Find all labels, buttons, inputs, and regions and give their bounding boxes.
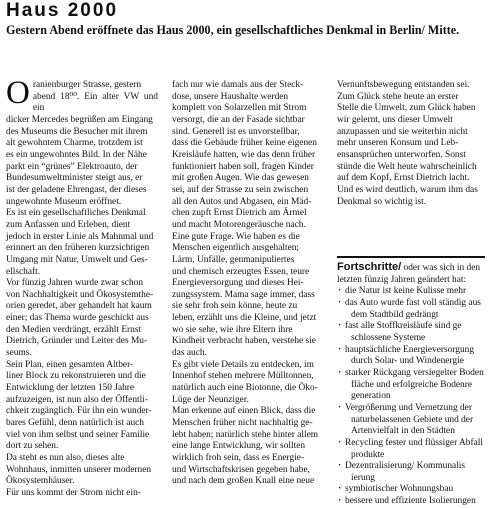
text-line: Stelle die Umwelt, zum Glück haben <box>337 103 476 114</box>
text-line: sind. Generell ist es unvorstellbar, <box>172 126 300 137</box>
text-line: Dietrich, Gründer und Leiter des Mu- <box>6 336 148 347</box>
text-line: zum Anfassen und Erleben, dient <box>6 219 131 230</box>
text-line: Lüge der Neunziger. <box>172 394 249 405</box>
text-line: ensansprüchen unterworfen. Sonst <box>337 149 466 160</box>
progress-item-line: durch Solar- und Windenergie <box>351 356 464 367</box>
progress-heading-line2: letzten fünzig Jahren geändert hat: <box>337 274 467 285</box>
text-line: es ein ungewohntes Bild. In der Nähe <box>6 149 147 160</box>
text-line: natürlich auch eine Biotonne, die Öko- <box>172 383 318 394</box>
drop-cap: O <box>6 75 30 111</box>
text-line: und Wirtschaftskrisen gegeben habe, <box>172 464 310 475</box>
progress-item-line: · Vergrößerung und Vernetzung der <box>345 402 472 413</box>
progress-heading-rest: oder was sich in den <box>401 263 481 273</box>
article-column-2 <box>172 80 322 488</box>
text-line: Für uns kommt der Strom nicht ein- <box>6 487 141 498</box>
progress-item-line: · Dezentralisierung/ Kommunalis <box>345 461 466 472</box>
text-line: orien geredet, aber gehandelt hat kaum <box>6 301 152 312</box>
text-line: all den Autos und Abgasen, ein Mäd- <box>172 196 312 207</box>
text-line: wo sie sehe, wie ihre Eltern ihre <box>172 324 293 335</box>
progress-item <box>337 298 485 321</box>
progress-item <box>337 461 485 484</box>
text-line: parkt ein “grünes” Elektroauto, der <box>6 161 138 172</box>
text-line: aufzuzeigen, ist nun also der Öffentli- <box>6 394 148 405</box>
section-divider <box>337 256 485 258</box>
text-line: jedoch in erster Linie als Mahnmal und <box>6 231 154 242</box>
text-line: sei, auf der Strasse zu sein zwischen <box>172 184 309 195</box>
progress-item-line: · starker Rückgang versiegelter Boden <box>345 367 484 378</box>
text-line: ungewohnte Museum eröffnet. <box>6 196 122 207</box>
text-line: und chemisch erzeugtes Essen, teure <box>172 266 310 277</box>
text-line: Es ist ein gesellschaftliches Denkmal <box>6 208 146 219</box>
column-2-text <box>172 80 322 488</box>
text-line: versorgt, die an der Fasade sichtbar <box>172 114 305 125</box>
article-subtitle: Gestern Abend eröffnete das Haus 2000, ein gesellschaftliches Denkmal in Berlin/ Mitte. <box>6 23 460 37</box>
text-line: alt gewohntem Charme, trotzdem ist <box>6 138 143 149</box>
text-line: Man erkenne auf einen Blick, dass die <box>172 406 316 417</box>
text-line: Lärm, Unfälle, genmanipuliertes <box>172 254 295 265</box>
progress-item-line: · das Auto wurde fast voll ständig aus <box>345 297 481 308</box>
text-line: des Museums die Besucher mit ihrem <box>6 126 148 137</box>
text-line: ellschaft. <box>6 266 41 277</box>
text-line: Sein Plan, einen gesamten Altber- <box>6 359 134 370</box>
text-line: bares Gefühl, denn natürlich ist auch <box>6 418 144 429</box>
text-line: wirklich froh sein, dass es Energie- <box>172 453 305 463</box>
text-line: komplett von Solarzellen mit Strom <box>172 103 307 114</box>
progress-item-line: naturbelassenen Gebiete und der <box>351 414 474 425</box>
text-line: anzupassen und sie weiterhin nicht <box>337 126 468 137</box>
text-line: dicker Mercedes begrüßen am Eingang <box>6 114 153 125</box>
progress-item <box>337 368 485 403</box>
text-line: und macht Motorengeräusche nach. <box>172 219 306 230</box>
text-line: eine lange Entwicklung, wir sollten <box>172 441 306 452</box>
text-line: Kindheit verbracht haben, verstehe sie <box>172 336 316 347</box>
text-line: ranienburger Strasse, gestern <box>32 80 142 90</box>
progress-item-line: · bessere und effiziente Isolierungen <box>345 496 476 507</box>
text-line: wir gelernt, uns dieser Umwelt <box>337 114 453 125</box>
text-line: Vernunftsbewegung entstanden sei. <box>337 80 470 90</box>
text-line: Umgang mit Natur, Umwelt und Ges- <box>6 254 148 265</box>
progress-item <box>337 496 485 508</box>
column-1-text <box>6 75 158 500</box>
text-line: chkeit zugänglich. Für ihn ein wunder- <box>6 406 152 417</box>
progress-item <box>337 438 485 461</box>
text-line: Und es wird deutlich, warum ihm das <box>337 184 478 195</box>
text-line: stünde die Welt heute wahrscheinlich <box>337 161 477 172</box>
progress-list <box>337 286 485 507</box>
text-line: erinnert an den früheren kurzsichtigen <box>6 243 150 254</box>
text-line: Menschen früher nicht nachhaltig ge- <box>172 418 313 429</box>
progress-item-line: · symbiotischer Wohnungsbau <box>345 484 454 495</box>
text-line: Energieversorgung und dieses Hei- <box>172 278 304 289</box>
text-line: chen zupft Ernst Dietrich am Ärmel <box>172 208 307 219</box>
text-line: Bundesumweltminister steigt aus, er <box>6 173 143 184</box>
progress-item <box>337 403 485 438</box>
progress-box <box>337 262 485 508</box>
text-line: sie sehr froh sein könne, heute zu <box>172 301 298 312</box>
text-line: Wohnhaus, inmitten unserer modernen <box>6 464 152 475</box>
text-line: den Medien verdrängt, erzählt Ernst <box>6 324 142 335</box>
progress-item-line: · Recycling fester und flüssiger Abfall <box>345 437 483 448</box>
text-line: dort zu sehen. <box>6 441 59 452</box>
text-line: auf dem Kopf, Ernst Dietrich lacht. <box>337 173 470 184</box>
text-line: Zum Glück stehe heute an erster <box>337 91 459 102</box>
progress-item-line: dem Stadtbild gedrängt <box>351 309 439 320</box>
text-line: Entwicklung der letzten 150 Jahre <box>6 383 135 394</box>
article-title: Haus 2000 <box>6 0 119 21</box>
article-column-1 <box>6 75 158 500</box>
progress-item-line: schlossene Systeme <box>351 332 426 343</box>
progress-item <box>337 484 485 496</box>
progress-item <box>337 286 485 298</box>
text-line: Vor fünzig Jahren wurde zwar schon <box>6 278 144 289</box>
text-line: dass die Gebäude früher keine eigenen <box>172 138 317 149</box>
text-line: viel von ihm selbst und seiner Familie <box>6 429 150 440</box>
text-line: Menschen eigentlich ausgehalten; <box>172 243 300 254</box>
column-3-text <box>337 80 485 208</box>
text-line: das auch. <box>172 348 207 359</box>
text-line: Kreisläufe hatten, wie das denn früher <box>172 149 316 160</box>
text-line: Da steht es nun also, dieses alte <box>6 453 125 463</box>
text-line: funktioniert haben soll, fragen Kinder <box>172 161 314 172</box>
text-line: Ökosystemhäuser. <box>6 476 75 487</box>
progress-item-line: · fast alle Stoffkreisläufe sind ge <box>345 321 462 332</box>
progress-item-line: ierung <box>351 472 375 483</box>
text-line: lebt haben; natürlich stehe hinter allem <box>172 429 319 440</box>
progress-heading <box>337 262 485 275</box>
progress-item-line: · die Natur ist keine Kulisse mehr <box>345 286 467 297</box>
text-line: leben, erzählt uns die Kleine, und jetzt <box>172 313 317 324</box>
text-line: zungssystem. Mama sage immer, dass <box>172 289 315 300</box>
progress-item-line: generation <box>351 391 391 402</box>
progress-item-line: fläche und erfolgreiche Bodenre <box>351 379 473 390</box>
text-line: von Nachhaltigkeit und Ökosystemthe- <box>6 289 154 300</box>
progress-item-line: · hauptsächliche Energieversorgung <box>345 344 475 355</box>
text-line: abend 18⁰⁰. Ein alter VW und ein <box>32 91 158 114</box>
text-line: einer; das Thema wurde geschickt aus <box>6 313 149 324</box>
text-line: Es gibt viele Details zu entdecken, im <box>172 359 314 370</box>
text-line: dose, unsere Haushalte werden <box>172 91 289 102</box>
progress-item <box>337 345 485 368</box>
article-column-3 <box>337 80 485 208</box>
text-line: mit großen Augen. Wie das gewesen <box>172 173 309 184</box>
progress-item-line: produkte <box>351 449 385 460</box>
text-line: Eine gute Frage. Wie haben es die <box>172 231 300 242</box>
text-line: ist der geladene Ehrengast, der dieses <box>6 184 147 195</box>
text-line: Denkmal so wichtig ist. <box>337 196 427 207</box>
progress-item-line: Artenvielfalt in den Städten <box>351 426 455 437</box>
text-line: fach nur wie damals aus der Steck- <box>172 80 304 90</box>
text-line: liner Block zu rekonstruieren und die <box>6 371 146 382</box>
progress-heading-bold: Fortschritte/ <box>337 261 402 273</box>
progress-item <box>337 321 485 344</box>
text-line: seums. <box>6 348 32 359</box>
text-line: und nach dem großen Knall eine neue <box>172 476 315 487</box>
text-line: Innenhof stehen mehrere Mülltonnen, <box>172 371 314 382</box>
text-line: mehr unseren Konsum und Leb- <box>337 138 459 149</box>
